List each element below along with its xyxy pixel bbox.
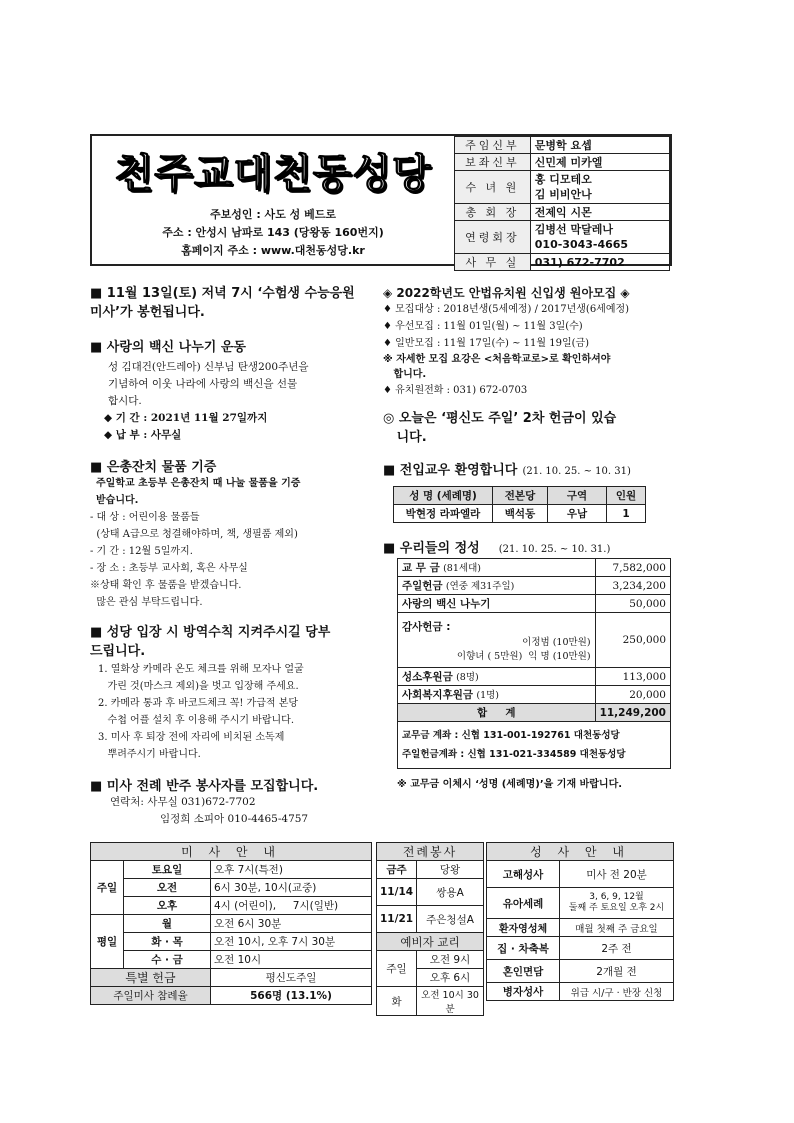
exam-mass-title: ■ 11월 13일(토) 저녁 7시 ‘수험생 수능응원 미사’가 봉헌됩니다. bbox=[90, 286, 355, 320]
sacrament-title: 성 사 안 내 bbox=[487, 843, 674, 861]
staff-name: 홍 디모테오 김 비비안나 bbox=[530, 171, 669, 204]
mass-day: 월 bbox=[124, 915, 211, 933]
quarantine-rules: 1. 열화상 카메라 온도 체크를 위해 모자나 얼굴 가린 것(마스크 제외)을 벗고 입장해 주세요. 2. 카메라 통과 후 바코드체크 꼭! 가급적 본당 수첩 어플 설치 후 이용해 주시기 바랍니다. 3. 미사 후 퇴장 전에 자리에 비치된 소독제 뿌려주시기 바랍니다. bbox=[98, 664, 304, 760]
offering-label: 교 무 금 bbox=[402, 562, 440, 574]
staff-role: 주임신부 bbox=[455, 137, 531, 154]
welcome-title: ■ 전입교우 환영합니다 bbox=[383, 463, 518, 478]
quarantine-title: ■ 성당 입장 시 방역수칙 지켜주시길 당부 드립니다. bbox=[90, 625, 331, 659]
offering-label: 감사헌금 : bbox=[402, 620, 451, 633]
vaccine-body: 성 김대건(안드레아) 신부님 탄생200주년을 기념하여 이웃 나라에 사랑의 백신을 선물 합시다. bbox=[108, 361, 309, 407]
vaccine-payment: ◆ 납 부 : 사무실 bbox=[104, 429, 182, 441]
liturgy-head: 당왕 bbox=[417, 861, 484, 879]
offering-detail: (연중 제31주일) bbox=[445, 581, 515, 592]
offering-amount: 113,000 bbox=[595, 668, 670, 686]
catechism-title: 예비자 교리 bbox=[377, 933, 484, 951]
welcome-table bbox=[393, 486, 646, 523]
homepage-address: 홈페이지 주소 : www.대천동성당.kr bbox=[181, 244, 365, 257]
staff-role: 보좌신부 bbox=[455, 154, 531, 171]
offering-amount: 50,000 bbox=[595, 595, 670, 613]
donation-lead: 주일학교 초등부 은총잔치 때 나눌 물품을 기증 받습니다. bbox=[96, 478, 301, 506]
staff-name: 문병학 요셉 bbox=[530, 137, 669, 154]
mass-time: 6시 30분, 10시(교중) bbox=[211, 879, 372, 897]
offering-detail: (81세대) bbox=[443, 563, 481, 574]
mass-time: 오전 10시, 오후 7시 30분 bbox=[211, 933, 372, 951]
mass-title: 미 사 안 내 bbox=[91, 843, 372, 861]
sacrament-info: 매월 첫째 주 금요일 bbox=[560, 919, 674, 937]
col-header: 성 명 (세례명) bbox=[394, 487, 493, 505]
catechism-time: 오전 9시 bbox=[417, 951, 484, 969]
offering-label: 성소후원금 bbox=[402, 671, 453, 683]
donation-details: - 대 상 : 어린이용 물품들 (상태 A급으로 청결해야하며, 책, 생필품 제외) - 기 간 : 12월 5일까지. - 장 소 : 초등부 교사회, 혹은 사무실 ※상태 확인 후 물품을 받겠습니다. 많은 관심 부탁드립니다. bbox=[90, 512, 298, 608]
total-amount: 11,249,200 bbox=[595, 704, 670, 722]
table-cell: 백석동 bbox=[493, 505, 548, 523]
donation-title: ■ 은총잔치 물품 기증 bbox=[90, 460, 217, 475]
sacrament-info: 2개월 전 bbox=[560, 960, 674, 983]
mass-day: 토요일 bbox=[124, 861, 211, 879]
mass-day: 오전 bbox=[124, 879, 211, 897]
mass-day: 수 · 금 bbox=[124, 951, 211, 969]
table-cell: 박현정 라파엘라 bbox=[394, 505, 493, 523]
staff-name: 전제익 시몬 bbox=[530, 204, 669, 221]
accompanist-contact-office: 연락처: 사무실 031)672-7702 bbox=[110, 796, 256, 808]
catechism-day: 주일 bbox=[377, 951, 417, 987]
staff-name: 김병선 막달레나 010-3043-4665 bbox=[530, 221, 669, 254]
liturgy-team: 주은청설A bbox=[417, 906, 484, 933]
accompanist-contact-person: 임정희 소피아 010-4465-4757 bbox=[160, 813, 309, 825]
liturgy-title: 전례봉사 bbox=[377, 843, 484, 861]
sacrament-info: 미사 전 20분 bbox=[560, 861, 674, 888]
vaccine-title: ■ 사랑의 백신 나누기 운동 bbox=[90, 340, 246, 355]
col-header: 인원 bbox=[607, 487, 646, 505]
total-label: 합 계 bbox=[398, 704, 596, 722]
offering-range: (21. 10. 25. ~ 10. 31.) bbox=[498, 544, 611, 555]
staff-role: 총 회 장 bbox=[455, 204, 531, 221]
offering-detail: (8명) bbox=[456, 672, 479, 683]
accompanist-title: ■ 미사 전례 반주 봉사자를 모집합니다. bbox=[90, 779, 319, 794]
catechism-time: 오전 10시 30분 bbox=[417, 987, 484, 1016]
kindergarten-schedule: ♦ 모집대상 : 2018년생(5세예정) / 2017년생(6세예정) ♦ 우선모집 : 11월 01일(월) ~ 11월 3일(수) ♦ 일반모집 : 11월 17일(수) ~ 11월 19일(금) bbox=[383, 304, 630, 349]
liturgy-team: 쌍용A bbox=[417, 879, 484, 906]
left-column bbox=[90, 284, 370, 828]
second-collection-notice: ◎ 오늘은 ‘평신도 주일’ 2차 헌금이 있습 니다. bbox=[383, 411, 617, 445]
staff-name: 신민제 미카엘 bbox=[530, 154, 669, 171]
sacrament-name: 유아세례 bbox=[487, 888, 560, 919]
kindergarten-note: ※ 자세한 모집 요강은 <처음학교로>로 확인하셔야 합니다. bbox=[383, 354, 611, 380]
sacrament-name: 환자영성체 bbox=[487, 919, 560, 937]
offering-label: 사랑의 백신 나누기 bbox=[402, 598, 491, 610]
sacrament-name: 집 · 차축복 bbox=[487, 937, 560, 960]
liturgy-date: 11/14 bbox=[377, 879, 417, 906]
mass-day: 오후 bbox=[124, 897, 211, 915]
col-header: 전본당 bbox=[493, 487, 548, 505]
liturgy-head: 금주 bbox=[377, 861, 417, 879]
offering-amount: 7,582,000 bbox=[595, 559, 670, 577]
mass-time: 오전 6시 30분 bbox=[211, 915, 372, 933]
offering-detail: 이정범 (10만원) 이향녀 ( 5만원) 익 명 (10만원) bbox=[456, 636, 591, 662]
table-cell: 우남 bbox=[548, 505, 607, 523]
offering-amount: 3,234,200 bbox=[595, 577, 670, 595]
staff-role: 사 무 실 bbox=[455, 254, 531, 271]
offering-table bbox=[397, 558, 671, 769]
offering-detail: (1명) bbox=[476, 690, 499, 701]
patron-saint: 주보성인 : 사도 성 베드로 bbox=[210, 208, 336, 221]
sacrament-info: 위급 시/구 · 반장 신청 bbox=[560, 983, 674, 1001]
parish-address: 주소 : 안성시 남파로 143 (당왕동 160번지) bbox=[162, 226, 384, 239]
attendance-label: 주일미사 참례율 bbox=[91, 987, 211, 1005]
kindergarten-phone: ♦ 유치원전화 : 031) 672-0703 bbox=[383, 385, 528, 396]
staff-role: 수 녀 원 bbox=[455, 171, 531, 204]
mass-time: 오전 10시 bbox=[211, 951, 372, 969]
bulletin-header bbox=[90, 134, 672, 269]
table-cell: 1 bbox=[607, 505, 646, 523]
parish-title: 천주교대천동성당 bbox=[114, 151, 432, 197]
sacrament-info: 2주 전 bbox=[560, 937, 674, 960]
sacrament-name: 병자성사 bbox=[487, 983, 560, 1001]
liturgy-table bbox=[376, 842, 484, 1016]
account-offering: 주일헌금계좌 : 신협 131-021-334589 대천동성당 bbox=[402, 749, 626, 760]
weekday-label: 평일 bbox=[91, 915, 124, 969]
mass-time: 4시 (어린이), 7시(일반) bbox=[211, 897, 372, 915]
liturgy-date: 11/21 bbox=[377, 906, 417, 933]
mass-time: 오후 7시(특전) bbox=[211, 861, 372, 879]
welcome-range: (21. 10. 25. ~ 10. 31) bbox=[522, 466, 631, 477]
sacrament-table bbox=[486, 842, 674, 1001]
attendance-value: 566명 (13.1%) bbox=[211, 987, 372, 1005]
catechism-day: 화 bbox=[377, 987, 417, 1016]
offering-amount: 20,000 bbox=[595, 686, 670, 704]
account-dues: 교무금 계좌 : 신협 131-001-192761 대천동성당 bbox=[402, 730, 620, 741]
mass-schedule-table bbox=[90, 842, 372, 1005]
special-offering-value: 평신도주일 bbox=[211, 969, 372, 987]
mass-day: 화 · 목 bbox=[124, 933, 211, 951]
offering-label: 주일헌금 bbox=[402, 580, 443, 592]
catechism-time: 오후 6시 bbox=[417, 969, 484, 987]
right-column bbox=[383, 284, 675, 790]
offering-label: 사회복지후원금 bbox=[402, 689, 474, 701]
kindergarten-title: ◈ 2022학년도 안법유치원 신입생 원아모집 ◈ bbox=[383, 286, 630, 300]
staff-table bbox=[454, 136, 670, 271]
sunday-label: 주일 bbox=[91, 861, 124, 915]
offering-title: ■ 우리들의 정성 bbox=[383, 541, 480, 556]
vaccine-period: ◆ 기 간 : 2021년 11월 27일까지 bbox=[104, 412, 268, 424]
sacrament-name: 혼인면담 bbox=[487, 960, 560, 983]
col-header: 구역 bbox=[548, 487, 607, 505]
staff-name: 031) 672-7702 bbox=[530, 254, 669, 271]
sacrament-info: 3, 6, 9, 12월 둘째 주 토요일 오후 2시 bbox=[560, 888, 674, 919]
offering-amount: 250,000 bbox=[595, 613, 670, 668]
account-note: ※ 교무금 이체시 ‘성명 (세례명)’을 기재 바랍니다. bbox=[397, 779, 623, 790]
special-offering-label: 특별 헌금 bbox=[91, 969, 211, 987]
sacrament-name: 고해성사 bbox=[487, 861, 560, 888]
staff-role: 연령회장 bbox=[455, 221, 531, 254]
